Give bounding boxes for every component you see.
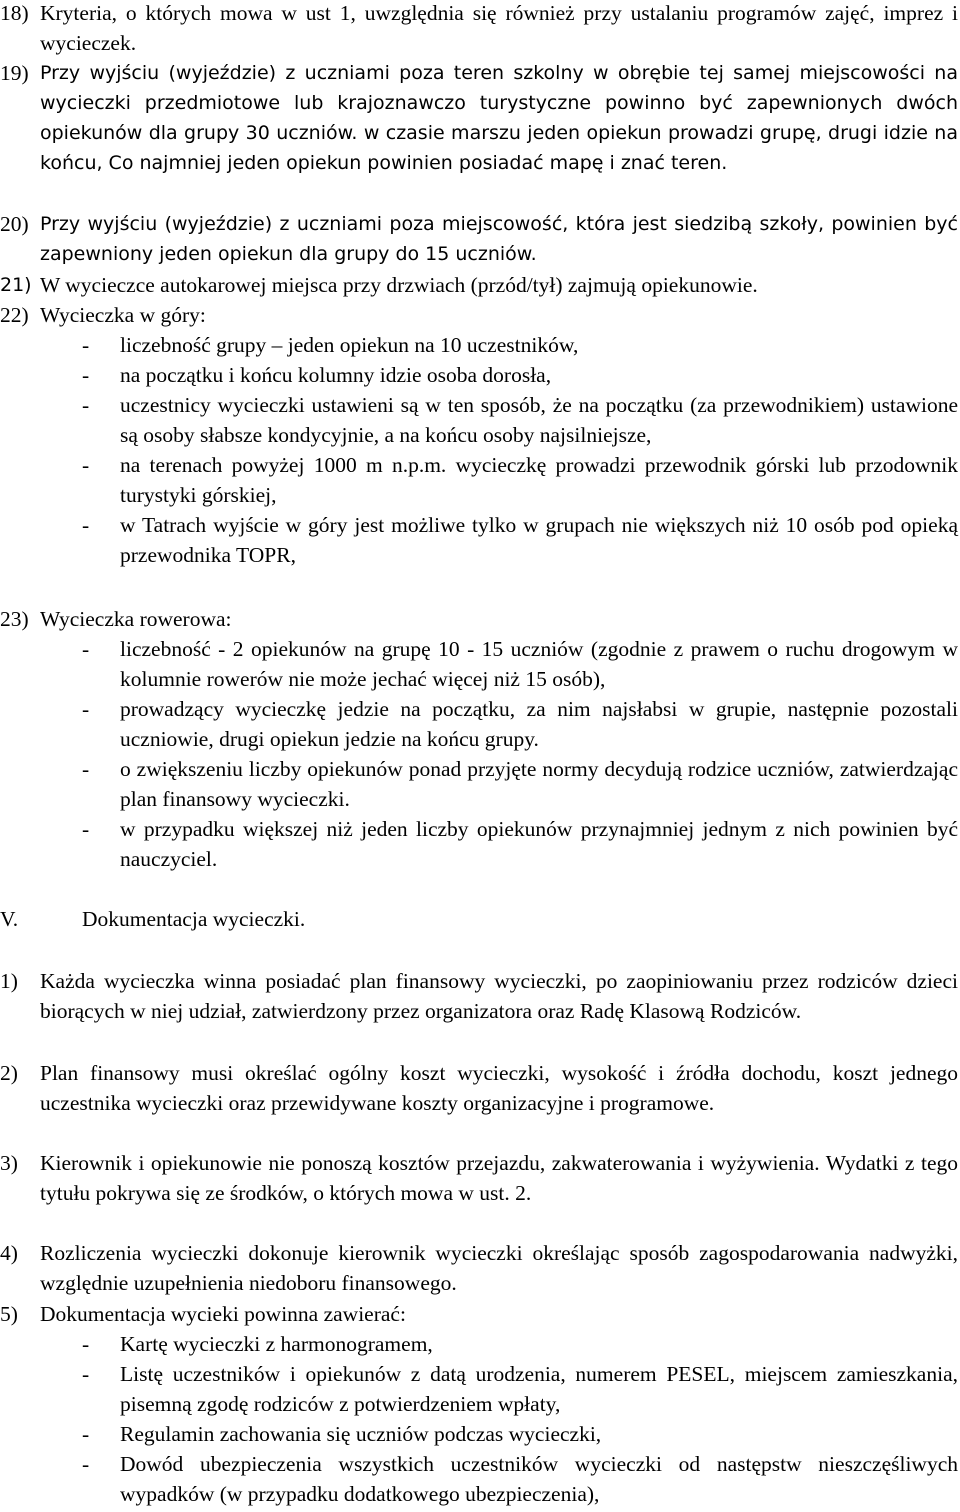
item-number: 2) <box>0 1061 18 1085</box>
item-text: Wycieczka w góry: <box>40 303 206 327</box>
item-number: 5) <box>0 1302 18 1326</box>
item-number: 23) <box>0 607 29 631</box>
list-item-v5 <box>0 1299 958 1509</box>
list-item: - Dowód ubezpieczenia wszystkich uczestników wycieczki od następstw nieszczęśliwych wypadków (w przypadku dodatkowego ubezpieczenia), <box>82 1452 958 1506</box>
item-number: 21) <box>0 274 32 296</box>
item-number: 1) <box>0 969 18 993</box>
list-item: - uczestnicy wycieczki ustawieni są w ten sposób, że na początku (za przewodnikiem) ustawione są osoby słabsze kondycyjnie, a na końcu osoby najsilniejsze, <box>82 393 958 447</box>
item-text-b: w czasie marszu jeden opiekun prowadzi grupę, drugi idzie na końcu, Co najmniej jeden opiekun powinien posiadać mapę i znać teren. <box>40 122 958 174</box>
list-item-v1 <box>0 966 958 1026</box>
list-item: - liczebność grupy – jeden opiekun na 10 uczestników, <box>82 333 579 357</box>
list-item-23 <box>0 604 958 874</box>
list-item: - Kartę wycieczki z harmonogramem, <box>82 1332 433 1356</box>
list-item-21 <box>0 270 958 300</box>
list-item-18 <box>0 0 958 58</box>
item-number: 4) <box>0 1241 18 1265</box>
list-item-v3 <box>0 1148 958 1208</box>
item-text: Rozliczenia wycieczki dokonuje kierownik wycieczki określając sposób zagospodarowania nadwyżki, względnie uzupełnienia niedoboru finansowego. <box>40 1241 958 1295</box>
bullet-list <box>0 1329 958 1509</box>
item-text-a: Przy wyjściu (wyjeździe) z uczniami poza teren szkolny w obrębie tej samej miejscowości na wycieczki przedmiotowe lub krajoznawczo turystyczne powinno być zapewnionych dwóch opiekunów dla grupy 30 uczniów. <box>40 62 958 144</box>
list-item: - o zwiększeniu liczby opiekunów ponad przyjęte normy decydują rodzice uczniów, zatwierdzając plan finansowy wycieczki. <box>82 757 958 811</box>
list-item: - w przypadku większej niż jeden liczby opiekunów przynajmniej jednym z nich powinien być nauczyciel. <box>82 817 958 871</box>
list-item-v4 <box>0 1238 958 1298</box>
list-item: - na początku i końcu kolumny idzie osoba dorosła, <box>82 363 552 387</box>
bullet-list <box>0 330 958 570</box>
list-item: - liczebność - 2 opiekunów na grupę 10 - 15 uczniów (zgodnie z prawem o ruchu drogowym w kolumnie rowerów nie może jechać więcej niż 15 osób), <box>82 637 958 691</box>
item-text: Przy wyjściu (wyjeździe) z uczniami poza miejscowość, która jest siedzibą szkoły, powinien być zapewniony jeden opiekun dla grupy do 15 uczniów. <box>40 213 958 265</box>
list-item-22 <box>0 300 958 570</box>
bullet-list <box>0 634 958 874</box>
item-number: 3) <box>0 1151 18 1175</box>
section-number: V. <box>0 907 19 931</box>
section-title: Dokumentacja wycieczki. <box>82 907 306 931</box>
item-text: Kierownik i opiekunowie nie ponoszą kosztów przejazdu, zakwaterowania i wyżywienia. Wydatki z tego tytułu pokrywa się ze środków, o których mowa w ust. 2. <box>40 1151 958 1205</box>
list-item-20 <box>0 209 958 269</box>
item-text: Każda wycieczka winna posiadać plan finansowy wycieczki, po zaopiniowaniu przez rodziców dzieci biorących w niej udział, zatwierdzony przez organizatora oraz Radę Klasową Rodziców. <box>40 969 958 1023</box>
item-text: Kryteria, o których mowa w ust 1, uwzględnia się również przy ustalaniu programów zajęć, imprez i wycieczek. <box>40 1 958 55</box>
list-item: - w Tatrach wyjście w góry jest możliwe tylko w grupach nie większych niż 10 osób pod opieką przewodnika TOPR, <box>82 513 958 567</box>
item-number: 19) <box>0 61 29 85</box>
list-item-19 <box>0 58 958 178</box>
item-text: W wycieczce autokarowej miejsca przy drzwiach (przód/tył) zajmują opiekunowie. <box>40 273 758 297</box>
list-item: - Listę uczestników i opiekunów z datą urodzenia, numerem PESEL, miejscem zamieszkania, pisemną zgodę rodziców z potwierdzeniem wpłaty, <box>82 1362 958 1416</box>
item-number: 20) <box>0 212 29 236</box>
list-item: - Regulamin zachowania się uczniów podczas wycieczki, <box>82 1422 602 1446</box>
list-item: - prowadzący wycieczkę jedzie na początku, za nim najsłabsi w grupie, następnie pozostali uczniowie, drugi opiekun jedzie na końcu grupy. <box>82 697 958 751</box>
item-text: Plan finansowy musi określać ogólny koszt wycieczki, wysokość i źródła dochodu, koszt jednego uczestnika wycieczki oraz przewidywane koszty organizacyjne i programowe. <box>40 1061 958 1115</box>
list-item-v2 <box>0 1058 958 1118</box>
item-number: 18) <box>0 1 29 25</box>
item-text: Dokumentacja wycieki powinna zawierać: <box>40 1302 406 1326</box>
item-text: Wycieczka rowerowa: <box>40 607 232 631</box>
list-item: - na terenach powyżej 1000 m n.p.m. wycieczkę prowadzi przewodnik górski lub przodownik turystyki górskiej, <box>82 453 958 507</box>
item-number: 22) <box>0 303 29 327</box>
